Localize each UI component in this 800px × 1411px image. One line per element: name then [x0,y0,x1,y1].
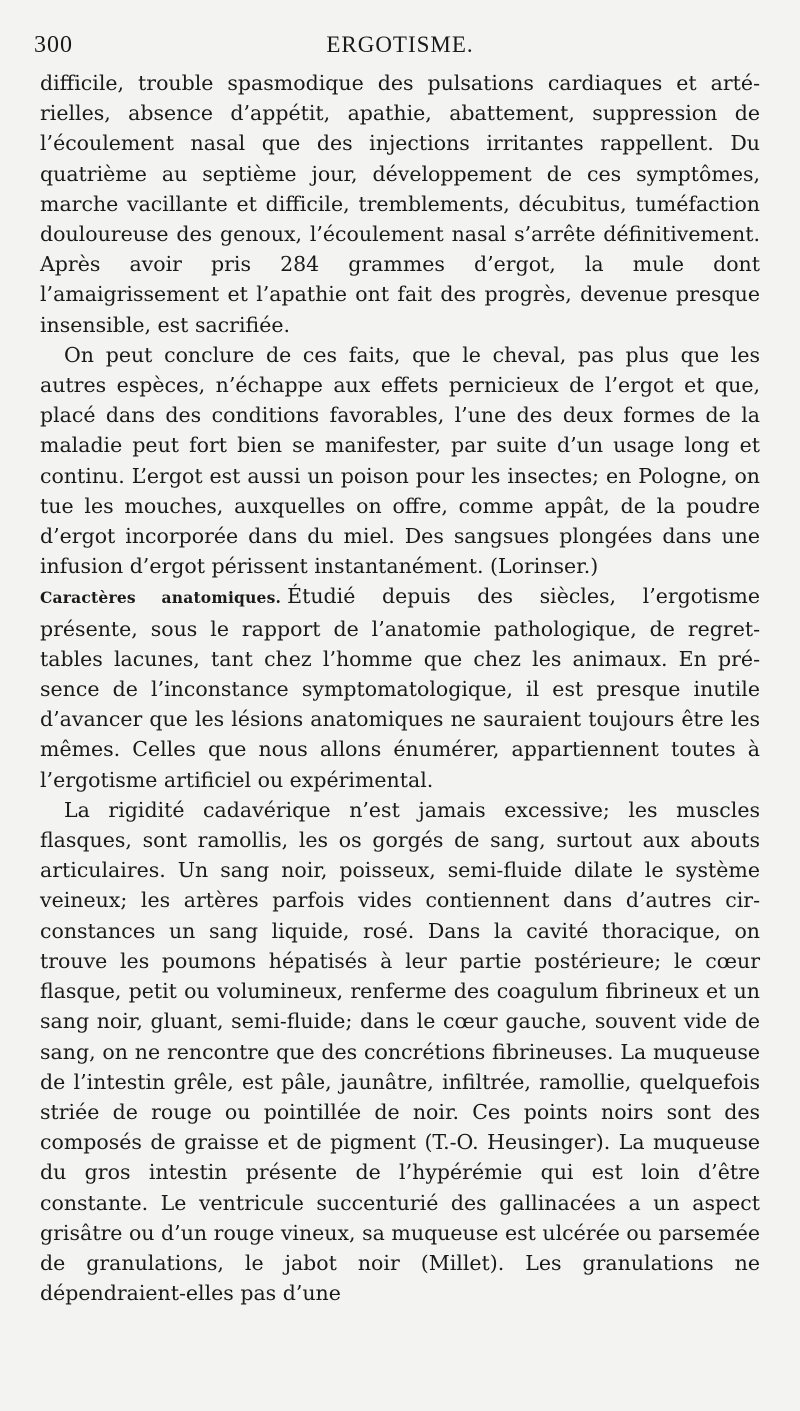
page-number: 300 [34,32,73,58]
paragraph-cadaveric-lesions: La rigidité cadavérique n’est jamais excessive; les muscles flasques, sont ramollis, les os gorgés de sang, surtout aux abouts articulaires. Un sang noir, poisseux, semi-fluide dilate le système veineux; les artères parfois vides contiennent dans d’autres circonstances un sang liquide, rosé. Dans la cavité thoracique, on trouve les poumons hépatisés à leur partie postérieure; le cœur flasque, petit ou volumineux, renferme des coagulum fibrineux et un sang noir, gluant, semi-fluide; dans le cœur gauche, souvent vide de sang, on ne rencontre que des concrétions fibrineuses. La muqueuse de l’intestin grêle, est pâle, jaunâtre, infiltrée, ramollie, quelquefois striée de rouge ou pointillée de noir. Ces points noirs sont des composés de graisse et de pigment (T.-O. Heusinger). La muqueuse du gros intestin présente de l’hypérémie qui est loin d’être constante. Le ventricule succenturié des gallinacées a un aspect grisâtre ou d’un rouge vineux, sa muqueuse est ulcérée ou parsemée de granulations, le jabot noir (Millet). Les granulations ne dépendraient-elles pas d’une [40,797,760,1306]
paragraph-anatomical-characters [40,581,760,794]
section-heading: Caractères anatomiques. [40,588,282,608]
paragraph-conclusion: On peut conclure de ces faits, que le cheval, pas plus que les autres espèces, n’échappe aux effets pernicieux de l’ergot et que, placé dans des conditions favorables, l’une des deux formes de la maladie peut fort bien se manifester, par suite d’un usage long et continu. L’ergot est aussi un poison pour les insectes; en Pologne, on tue les mouches, auxquelles on offre, comme appât, de la poudre d’ergot incorporée dans du miel. Des sangsues plongées dans une infusion d’ergot périssent instantanément. (Lorinser.) [40,342,760,579]
paragraph-mule-symptoms: difficile, trouble spasmodique des pulsations cardiaques et artérielles, absence d’appétit, apathie, abattement, suppression de l’écoulement nasal que des injections irritantes rappellent. Du quatrième au septième jour, développement de ces symptômes, marche vacillante et difficile, tremblements, décubitus, tuméfaction douloureuse des genoux, l’écoulement nasal s’arrête définitivement. Après avoir pris 284 grammes d’ergot, la mule dont l’amaigrissement et l’apathie ont fait des progrès, devenue presque insensible, est sacrifiée. [40,71,760,337]
body-text [40,68,760,1308]
running-header [34,28,760,62]
running-title: ERGOTISME. [326,32,474,57]
paragraph-anatomical-text: Étudié depuis des siècles, l’ergotisme présente, sous le rapport de l’anatomie pathologique, de regrettables lacunes, tant chez l’homme que chez les animaux. En présence de l’inconstance symptomatologique, il est presque inutile d’avancer que les lésions anatomiques ne sauraient toujours être les mêmes. Celles que nous allons énumérer, appartiennent toutes à l’ergotisme artificiel ou expérimental. [40,584,760,792]
